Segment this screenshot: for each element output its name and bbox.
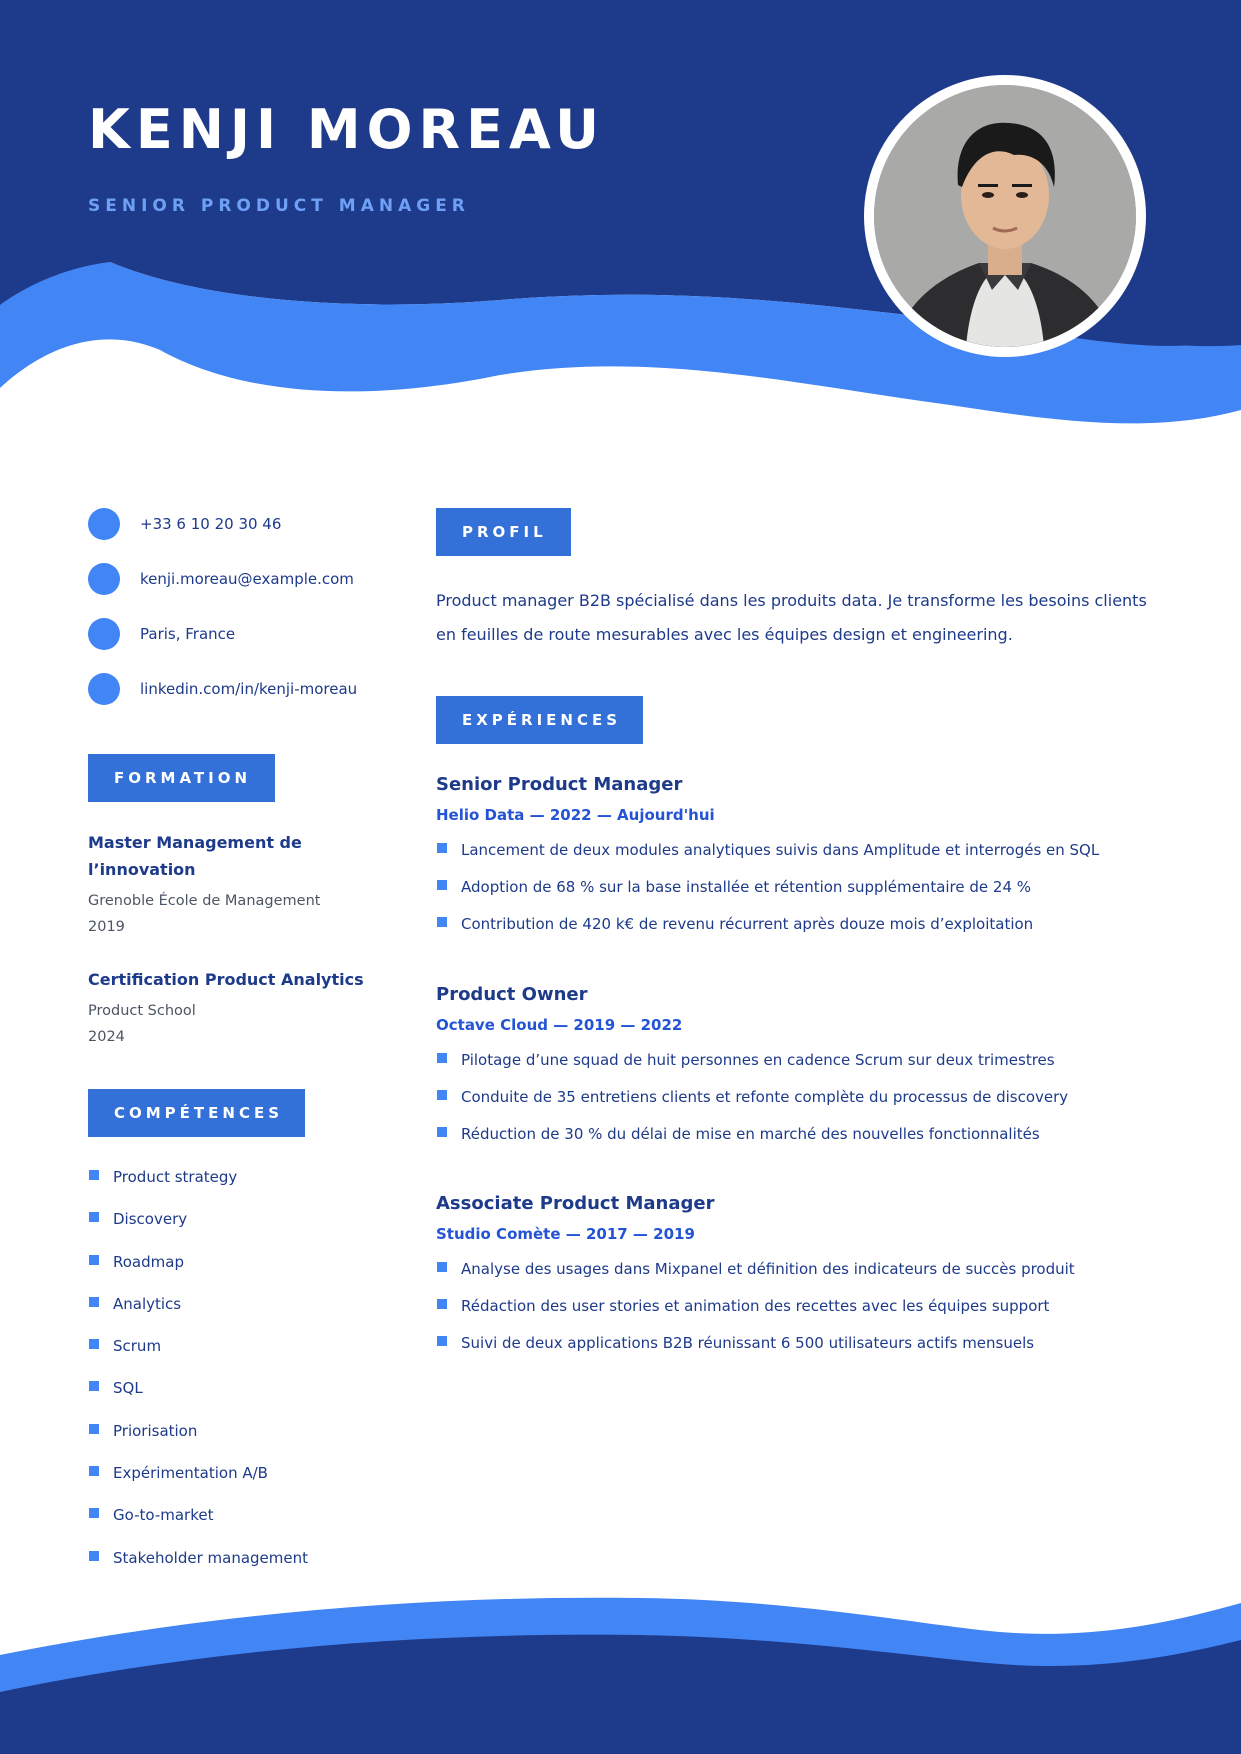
achievement-item: Rédaction des user stories et animation des recettes avec les équipes support [436,1292,1176,1329]
bullet-square-icon [437,1053,447,1063]
achievement-item: Conduite de 35 entretiens clients et refonte complète du processus de discovery [436,1083,1176,1120]
job-company-dates: Studio Comète — 2017 — 2019 [436,1225,695,1243]
email-icon [88,563,120,595]
achievement-item: Analyse des usages dans Mixpanel et définition des indicateurs de succès produit [436,1255,1176,1292]
profile-photo [864,75,1146,357]
competences-heading: COMPÉTENCES [88,1089,305,1137]
skill-item: Stakeholder management [88,1543,308,1585]
bullet-square-icon [437,843,447,853]
contact-phone-text: +33 6 10 20 30 46 [140,515,282,533]
skill-item: Go-to-market [88,1500,308,1542]
education-title: Certification Product Analytics [88,970,364,989]
education-school: Grenoble École de Management [88,893,321,909]
bullet-square-icon [89,1170,99,1180]
bullet-square-icon [437,1090,447,1100]
bullet-square-icon [437,1299,447,1309]
experience-entry [436,982,1176,1157]
contact-email-text: kenji.moreau@example.com [140,570,354,588]
profil-heading: PROFIL [436,508,571,556]
bullet-square-icon [437,1127,447,1137]
education-year: 2024 [88,1029,125,1045]
bullet-square-icon [437,1336,447,1346]
education-school: Product School [88,1003,196,1019]
contact-linkedin-text: linkedin.com/in/kenji-moreau [140,680,358,698]
bullet-square-icon [89,1297,99,1307]
formation-heading: FORMATION [88,754,275,802]
linkedin-icon [88,673,120,705]
candidate-name: KENJI MOREAU [88,98,605,161]
contact-location-text: Paris, France [140,625,236,643]
skill-item: Roadmap [88,1247,308,1289]
job-title: Associate Product Manager [436,1193,715,1214]
candidate-role: SENIOR PRODUCT MANAGER [88,196,470,216]
bullet-square-icon [89,1212,99,1222]
experiences-heading: EXPÉRIENCES [436,696,643,744]
experience-entry [436,772,1176,947]
skill-item: Expérimentation A/B [88,1458,308,1500]
bullet-square-icon [89,1339,99,1349]
skill-item: Product strategy [88,1162,308,1204]
bullet-square-icon [437,880,447,890]
bullet-square-icon [89,1508,99,1518]
achievement-item: Lancement de deux modules analytiques suivis dans Amplitude et interrogés en SQL [436,836,1176,873]
skill-item: SQL [88,1373,308,1415]
phone-icon [88,508,120,540]
bullet-square-icon [89,1255,99,1265]
achievement-item: Contribution de 420 k€ de revenu récurrent après douze mois d’exploitation [436,910,1176,947]
skill-item: Scrum [88,1331,308,1373]
job-company-dates: Octave Cloud — 2019 — 2022 [436,1016,683,1034]
experience-entry [436,1191,1176,1366]
job-title: Senior Product Manager [436,774,683,795]
bullet-square-icon [437,917,447,927]
portrait-illustration [874,85,1136,347]
achievement-item: Adoption de 68 % sur la base installée et rétention supplémentaire de 24 % [436,873,1176,910]
job-company-dates: Helio Data — 2022 — Aujourd'hui [436,806,715,824]
skill-item: Analytics [88,1289,308,1331]
bullet-square-icon [89,1466,99,1476]
profile-summary: Product manager B2B spécialisé dans les produits data. Je transforme les besoins clients en feuilles de route mesurables avec les équipes design et engineering. [436,591,1147,644]
skills-list [88,1162,308,1585]
skill-item: Discovery [88,1204,308,1246]
achievement-item: Suivi de deux applications B2B réunissant 6 500 utilisateurs actifs mensuels [436,1329,1176,1366]
bullet-square-icon [89,1381,99,1391]
education-title: Master Management de l’innovation [88,833,302,879]
bullet-square-icon [437,1262,447,1272]
bullet-square-icon [89,1551,99,1561]
education-year: 2019 [88,919,125,935]
location-icon [88,618,120,650]
achievement-item: Pilotage d’une squad de huit personnes en cadence Scrum sur deux trimestres [436,1046,1176,1083]
job-title: Product Owner [436,984,588,1005]
achievement-item: Réduction de 30 % du délai de mise en marché des nouvelles fonctionnalités [436,1120,1176,1157]
bullet-square-icon [89,1424,99,1434]
skill-item: Priorisation [88,1416,308,1458]
